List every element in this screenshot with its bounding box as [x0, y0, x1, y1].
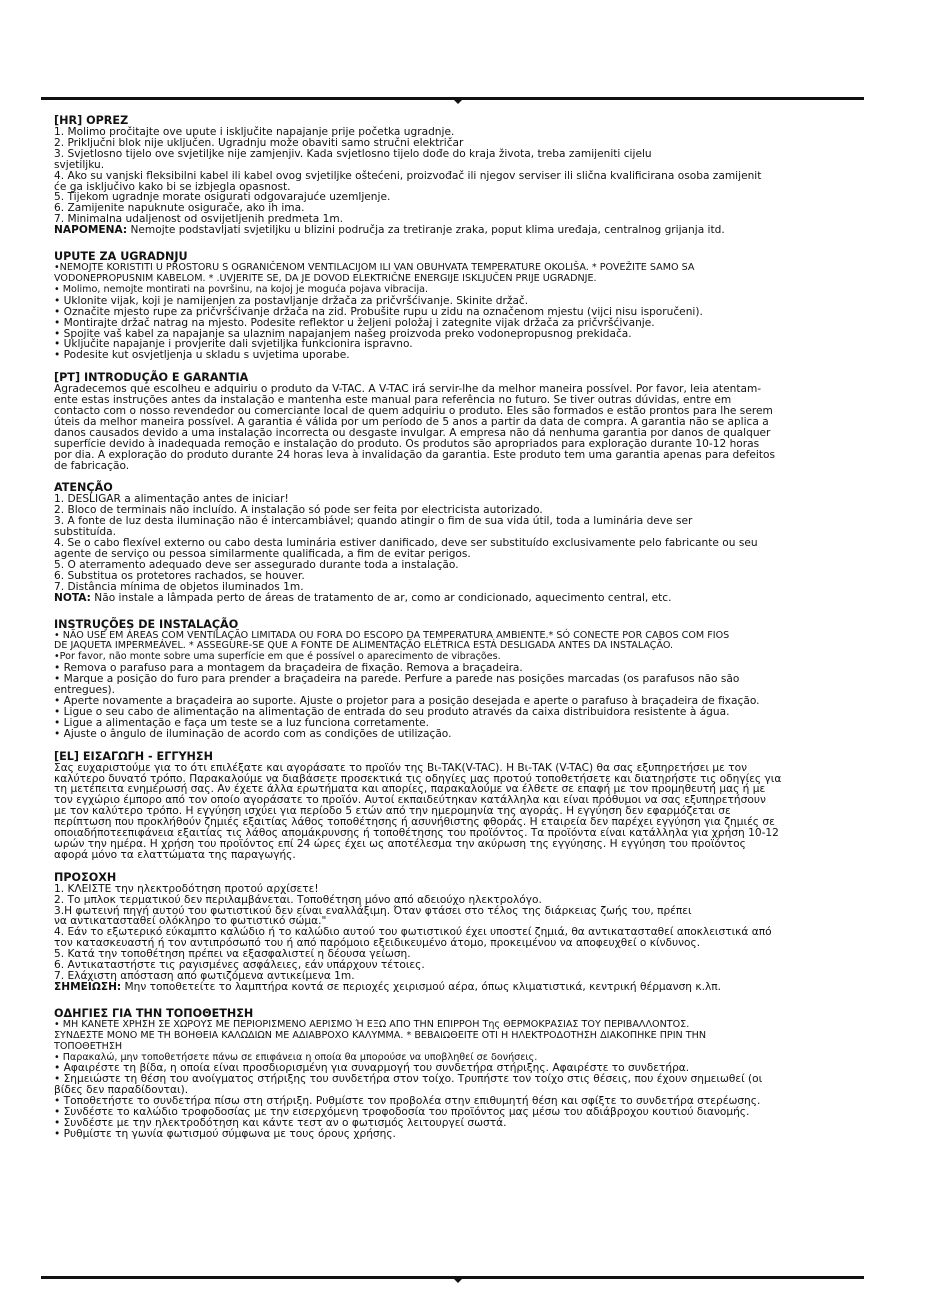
- text-line: 2. Priključni blok nije uključen. Ugradnju može obaviti samo stručni električar: [54, 136, 464, 149]
- text-line: • Ajuste o ângulo de iluminação de acordo com as condições de utilização.: [54, 727, 452, 740]
- text-line: • Σημειώστε τη θέση του ανοίγματος στήριξης του συνδετήρα στον τοίχο. Τρυπήστε τον τοίχο στις θέσεις, που έχουν σημειωθεί (οι: [54, 1073, 763, 1086]
- text-line: će ga isključivo kako bi se izbjegla opasnost.: [54, 180, 291, 193]
- note-label: NAPOMENA:: [54, 224, 128, 237]
- text-line: • Ρυθμίστε τη γωνία φωτισμού σύμφωνα με τους όρους χρήσης.: [54, 1127, 396, 1140]
- text-line: • Remova o parafuso para a montagem da braçadeira de fixação. Remova a braçadeira.: [54, 662, 523, 675]
- text-line: ΤΟΠΟΘΕΤΗΣΗ: [54, 1040, 123, 1052]
- text-line: •NEMOJTE KORISTITI U PROSTORU S OGRANIČENOM VENTILACIJOM ILI VAN OBUHVATA TEMPERATURE OKOLIŠA. * POVEŽITE SAMO SA: [54, 262, 695, 274]
- instrucoes-instalacao-section: [54, 619, 864, 740]
- text-line: • NÃO USE EM ÁREAS COM VENTILAÇÃO LIMITADA OU FORA DO ESCOPO DA TEMPERATURA AMBIENTE.* SÓ CONECTE POR CABOS COM FIOS: [54, 629, 730, 641]
- text-line: entregues).: [54, 684, 116, 697]
- text-line: Σας ευχαριστούμε για το ότι επιλέξατε και αγοράσατε το προϊόν της Bι-TAK(V-TAC). Η Bι-TAK (V-TAC) θα σας εξυπηρετήσει με τον: [54, 761, 748, 774]
- odigies-topothetisi-section: [54, 1008, 864, 1140]
- section-heading: UPUTE ZA UGRADNJU: [54, 250, 188, 264]
- text-line: 3. A fonte de luz desta iluminação não é intercambiável; quando atingir o fim de sua vida útil, toda a luminária deve ser: [54, 515, 693, 528]
- note-line: [54, 225, 864, 236]
- text-line: 3. Svjetlosno tijelo ove svjetiljke nije zamjenjiv. Kada svjetlosno tijelo dođe do kraja života, treba zamijeniti cijelu: [54, 147, 652, 160]
- text-line: τον εγχώριο έμπορο από τον οποίο αγοράσατε το προϊόν. Αυτοί εκπαιδεύτηκαν κατάλληλα και είναι πρόθυμοι να σας εξυπηρετήσουν: [54, 794, 766, 807]
- text-line: • Ligue o seu cabo de alimentação na alimentação de entrada do seu produto através da caixa distribuidora resistente à água.: [54, 705, 730, 718]
- oprez-section: [54, 115, 864, 236]
- note-text: Μην τοποθετείτε το λαμπτήρα κοντά σε περιοχές χειρισμού αέρα, όπως κλιματιστικά, κεντρική θέρμανση κ.λπ.: [121, 980, 721, 993]
- text-line: agente de serviço ou pessoa similarmente qualificada, a fim de evitar perigos.: [54, 548, 471, 560]
- manual-text: [54, 115, 864, 1151]
- note-line: [54, 593, 864, 604]
- text-line: 6. Zamijenite napuknute osigurače, ako ih ima.: [54, 202, 305, 215]
- note-text: Nemojte podstavljati svjetiljku u blizini područja za tretiranje zraka, poput klima uređaja, centralnog grijanja itd.: [127, 224, 725, 237]
- text-line: 2. Το μπλοκ τερματικού δεν περιλαμβάνεται. Τοποθέτηση μόνο από αδειούχο ηλεκτρολόγο.: [54, 893, 542, 906]
- section-heading: [EL] ΕΙΣΑΓΩΓΗ - ΕΓΓΥΗΣΗ: [54, 749, 213, 763]
- text-line: τη μετέπειτα ενημέρωσή σας. Αν έχετε άλλα ερωτήματα και απορίες, παρακαλούμε να έλθετε σε επαφή με τον προμηθευτή μας ή με: [54, 783, 766, 796]
- text-line: 1. DESLIGAR a alimentação antes de iniciar!: [54, 493, 289, 506]
- text-line: 1. Molimo pročitajte ove upute i isključite napajanje prije početka ugradnje.: [54, 126, 455, 138]
- text-line: • Aperte novamente a braçadeira ao suporte. Ajuste o projetor para a posição desejada e aperte o parafuso à braçadeira de fixação.: [54, 694, 760, 707]
- text-line: 6. Substitua os protetores rachados, se houver.: [54, 569, 305, 582]
- text-line: 6. Αντικαταστήστε τις ραγισμένες ασφάλειες, εάν υπάρχουν τέτοιες.: [54, 959, 425, 972]
- section-heading: [HR] OPREZ: [54, 114, 129, 127]
- text-line: ΣΥΝΔΕΣΤΕ ΜΟΝΟ ΜΕ ΤΗ ΒΟΗΘΕΙΑ ΚΑΛΩΔΙΩΝ ΜΕ ΑΔΙΑΒΡΟΧΟ ΚΑΛΥΜΜΑ. * ΒΕΒΑΙΩΘΕΙΤΕ ΟΤΙ Η ΗΛΕΚΤΡΟΔΟΤΗΣΗ ΔΙΑΚΟΠΗΚΕ ΠΡΙΝ ΤΗΝ: [54, 1029, 707, 1041]
- text-line: • Αφαιρέστε τη βίδα, η οποία είναι προσδιορισμένη για συναρμογή του συνδετήρα στήριξης. Αφαιρέστε το συνδετήρα.: [54, 1062, 690, 1075]
- text-line: 4. Ako su vanjski fleksibilni kabel ili kabel ovog svjetiljke oštećeni, proizvođač ili njegov serviser ili slična kvalificirana osoba zamijenit: [54, 169, 762, 182]
- text-line: 7. Ελάχιστη απόσταση από φωτιζόμενα αντικείμενα 1m.: [54, 970, 355, 982]
- text-line: να αντικατασταθεί ολόκληρο το φωτιστικό σώμα.": [54, 915, 327, 928]
- text-line: ωρών την ημέρα. Η χρήση του προϊόντος επί 24 ώρες έχει ως αποτέλεσμα την ακύρωση της εγγύησης. Η εγγύηση του προϊόντος: [54, 837, 746, 850]
- text-line: βίδες δεν παραδίδονται).: [54, 1084, 189, 1097]
- text-line: οποιαδήποτεεπιφάνεια εξαιτίας τις λάθος απομάκρυνσης ή τοποθέτησης του προϊόντος. Τα προϊόντα είναι κατάλληλα για χρήση 10-12: [54, 827, 779, 840]
- text-line: 4. Εάν το εξωτερικό εύκαμπτο καλώδιο ή το καλώδιο αυτού του φωτιστικού έχει υποστεί ζημιά, θα αντικατασταθεί αποκλειστικά από: [54, 926, 772, 939]
- text-line: 5. Tijekom ugradnje morate osigurati odgovarajuće uzemljenje.: [54, 191, 391, 204]
- text-line: • Συνδέστε το καλώδιο τροφοδοσίας με την εισερχόμενη τροφοδοσία του προϊόντος μας μέσω του αδιάβροχου κουτιού διανομής.: [54, 1106, 750, 1119]
- text-line: DE JAQUETA IMPERMEÁVEL. * ASSEGURE-SE QUE A FONTE DE ALIMENTAÇÃO ELÉTRICA ESTÁ DESLIGADA ANTES DA INSTALAÇÃO.: [54, 640, 674, 652]
- text-line: 1. ΚΛΕΙΣΤΕ την ηλεκτροδότηση προτού αρχίσετε!: [54, 882, 319, 895]
- text-line: αφορά μόνο τα ελαττώματα της παραγωγής.: [54, 848, 296, 861]
- text-line: 3.Η φωτεινή πηγή αυτού του φωτιστικού δεν είναι εναλλάξιμη. Όταν φτάσει στο τέλος της διάρκειας ζωής του, πρέπει: [54, 904, 692, 917]
- atencao-section: [54, 482, 864, 603]
- section-heading: INSTRUÇÕES DE INSTALAÇÃO: [54, 617, 239, 631]
- text-line: • ΜΗ ΚΑΝΕΤΕ ΧΡΗΣΗ ΣΕ ΧΩΡΟΥΣ ΜΕ ΠΕΡΙΟΡΙΣΜΕΝΟ ΑΕΡΙΣΜΟ Ή ΕΞΩ ΑΠΟ ΤΗΝ ΕΠΙΡΡΟΗ Της ΘΕΡΜΟΚΡΑΣΙΑΣ ΤΟΥ ΠΕΡΙΒΑΛΛΟΝΤΟΣ.: [54, 1018, 690, 1030]
- upute-za-ugradnju-section: [54, 251, 864, 361]
- text-line: 2. Bloco de terminais não incluído. A instalação só pode ser feita por electricista autorizado.: [54, 504, 543, 517]
- note-text: Não instale a lâmpada perto de áreas de tratamento de ar, como ar condicionado, aquecimento central, etc.: [90, 591, 672, 604]
- bottom-divider-notch: [453, 1278, 463, 1283]
- text-line: • Uključite napajanje i provjerite dali svjetiljka funkcionira ispravno.: [54, 338, 413, 351]
- eisagogi-eggyisi-section: [54, 751, 864, 861]
- text-line: de fabricação.: [54, 459, 130, 472]
- text-line: • Τοποθετήστε το συνδετήρα πίσω στη στήριξη. Ρυθμίστε τον προβολέα στην επιθυμητή θέση και σφίξτε το συνδετήρα στερέωσης.: [54, 1095, 761, 1108]
- text-line: VODONEPROPUSNIM KABELOM. * .UVJERITE SE, DA JE DOVOD ELEKTRIČNE ENERGIJE ISKLJUČEN PRIJE UGRADNJE.: [54, 272, 597, 284]
- text-line: • Ligue a alimentação e faça um teste se a luz funciona corretamente.: [54, 716, 429, 729]
- text-line: • Συνδέστε με την ηλεκτροδότηση και κάντε τεστ αν ο φωτισμός λειτουργεί σωστά.: [54, 1116, 507, 1129]
- section-heading: ATENÇÃO: [54, 481, 113, 495]
- text-line: ente estas instruções antes da instalação e mantenha este manual para referência no futuro. Se tiver outras dúvidas, entre em: [54, 394, 732, 407]
- section-heading: [PT] INTRODUÇÃO E GARANTIA: [54, 371, 249, 385]
- text-line: 4. Se o cabo flexível externo ou cabo desta luminária estiver danificado, deve ser substituído exclusivamente pelo fabricante ou seu: [54, 537, 758, 550]
- text-line: svjetiljku.: [54, 158, 105, 171]
- text-line: • Montirajte držač natrag na mjesto. Podesite reflektor u željeni položaj i zategnite vijak držača za pričvršćivanje.: [54, 316, 655, 329]
- text-line: • Označite mjesto rupe za pričvršćivanje držača na zid. Probušite rupu u zidu na označenom mjestu (vijci nisu isporučeni).: [54, 305, 703, 318]
- note-line: [54, 982, 864, 993]
- text-line: • Spojite vaš kabel za napajanje sa ulaznim napajanjem našeg proizvoda preko vodonepropusnog prekidača.: [54, 327, 632, 340]
- section-heading: ΟΔΗΓΙΕΣ ΓΙΑ ΤΗΝ ΤΟΠΟΘΕΤΗΣΗ: [54, 1006, 254, 1020]
- text-line: úteis da melhor maneira possível. A garantia é válida por um período de 5 anos a partir da data de compra. A garantia não se aplica a: [54, 415, 769, 428]
- text-line: 7. Distância mínima de objetos iluminados 1m.: [54, 580, 304, 593]
- text-line: • Παρακαλώ, μην τοποθετήσετε πάνω σε επιφάνεια η οποία θα μπορούσε να υποβληθεί σε δονήσεις.: [54, 1051, 538, 1063]
- text-line: • Marque a posição do furo para prender a braçadeira na parede. Perfure a parede nas posições marcadas (os parafusos não são: [54, 673, 740, 686]
- text-line: • Podesite kut osvjetljenja u skladu s uvjetima uporabe.: [54, 349, 350, 362]
- section-heading: ΠΡΟΣΟΧΗ: [54, 870, 117, 884]
- text-line: superfície devido à inadequada remoção e instalação do produto. Os produtos são apropriados para exploração durante 10-12 horas: [54, 437, 760, 450]
- text-line: por dia. A exploração do produto durante 24 horas leva à invalidação da garantia. Este produto tem uma garantia apenas para defeitos: [54, 448, 776, 461]
- prosoxi-section: [54, 872, 864, 993]
- text-line: danos causados devido a uma instalação incorrecta ou desgaste invulgar. A empresa não dá nenhuma garantia por danos de qualquer: [54, 426, 771, 439]
- text-line: contacto com o nosso revendedor ou comerciante local de quem adquiriu o produto. Eles são formados e estão prontos para lhe serem: [54, 405, 773, 418]
- text-line: substituída.: [54, 526, 116, 539]
- text-line: τον κατασκευαστή ή τον αντιπρόσωπό του ή από παρόμοιο εξειδικευμένο άτομο, προκειμένου να αποφευχθεί ο κίνδυνος.: [54, 937, 701, 950]
- text-line: Agradecemos que escolheu e adquiriu o produto da V-TAC. A V-TAC irá servir-lhe da melhor maneira possível. Por favor, leia atentam-: [54, 383, 762, 396]
- text-line: 5. O aterramento adequado deve ser assegurado durante toda a instalação.: [54, 558, 459, 571]
- text-line: με τον καλύτερο τρόπο. Η εγγύηση ισχύει για περίοδο 5 ετών από την ημερομηνία της αγοράς. Η εγγύηση δεν εφαρμόζεται σε: [54, 805, 731, 818]
- text-line: • Uklonite vijak, koji je namijenjen za postavljanje držača za pričvršćivanje. Skinite držač.: [54, 294, 529, 307]
- text-line: •Por favor, não monte sobre uma superfície em que é possível o aparecimento de vibrações.: [54, 651, 501, 663]
- text-line: 7. Minimalna udaljenost od osvijetljenih predmeta 1m.: [54, 213, 344, 226]
- note-label: ΣΗΜΕΙΩΣΗ:: [54, 980, 122, 993]
- text-line: 5. Κατά την τοποθέτηση πρέπει να εξασφαλιστεί η δέουσα γείωση.: [54, 948, 411, 961]
- text-line: • Molimo, nemojte montirati na površinu, na kojoj je moguća pojava vibracija.: [54, 283, 429, 295]
- introducao-garantia-section: [54, 372, 864, 471]
- text-line: περίπτωση που προκλήθούν ζημιές εξαιτίας λάθος τοποθέτησης ή ασυνήθιστης φθοράς. Η εταιρεία δεν παρέχει εγγύηση για ζημιές σε: [54, 816, 775, 829]
- text-line: καλύτερο δυνατό τρόπο. Παρακαλούμε να διαβάσετε προσεκτικά τις οδηγίες μας προτού τοποθετήσετε και διατηρήστε τις οδηγίες για: [54, 772, 782, 785]
- top-divider-notch: [453, 99, 463, 104]
- note-label: NOTA:: [54, 591, 91, 604]
